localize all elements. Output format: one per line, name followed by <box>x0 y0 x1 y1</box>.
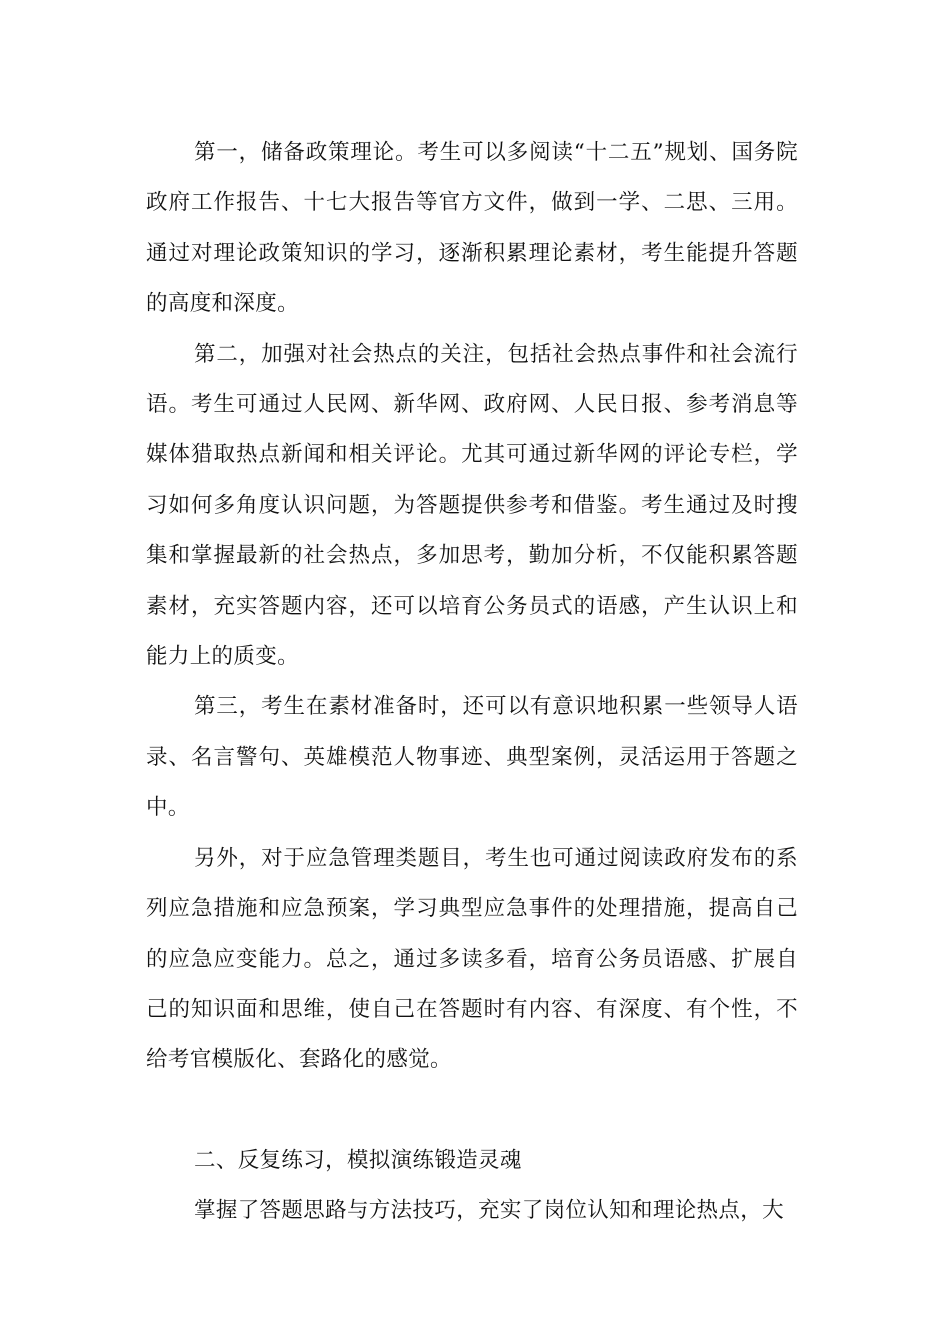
paragraph-final: 掌握了答题思路与方法技巧，充实了岗位认知和理论热点，大 <box>194 1198 784 1224</box>
paragraph-material-accumulation: 第三，考生在素材准备时，还可以有意识地积累一些领导人语录、名言警句、英雄模范人物事迹、典型案例，灵活运用于答题之中。 <box>146 694 798 821</box>
paragraph-policy-theory: 第一，储备政策理论。考生可以多阅读“十二五”规划、国务院政府工作报告、十七大报告等官方文件，做到一学、二思、三用。通过对理论政策知识的学习，逐渐积累理论素材，考生能提升答题的高度和深度。 <box>146 140 798 317</box>
paragraph-emergency-management: 另外，对于应急管理类题目，考生也可通过阅读政府发布的系列应急措施和应急预案，学习典型应急事件的处理措施，提高自己的应急应变能力。总之，通过多读多看，培育公务员语感、扩展自己的知识面和思维，使自己在答题时有内容、有深度、有个性，不给考官模版化、套路化的感觉。 <box>146 845 798 1073</box>
section-heading: 二、反复练习，模拟演练锻造灵魂 <box>194 1147 522 1173</box>
paragraph-social-hotspots: 第二，加强对社会热点的关注，包括社会热点事件和社会流行语。考生可通过人民网、新华网、政府网、人民日报、参考消息等媒体猎取热点新闻和相关评论。尤其可通过新华网的评论专栏，学习如何多角度认识问题，为答题提供参考和借鉴。考生通过及时搜集和掌握最新的社会热点，多加思考，勤加分析，不仅能积累答题素材，充实答题内容，还可以培育公务员式的语感，产生认识上和能力上的质变。 <box>146 341 798 670</box>
document-body <box>146 128 798 1237</box>
